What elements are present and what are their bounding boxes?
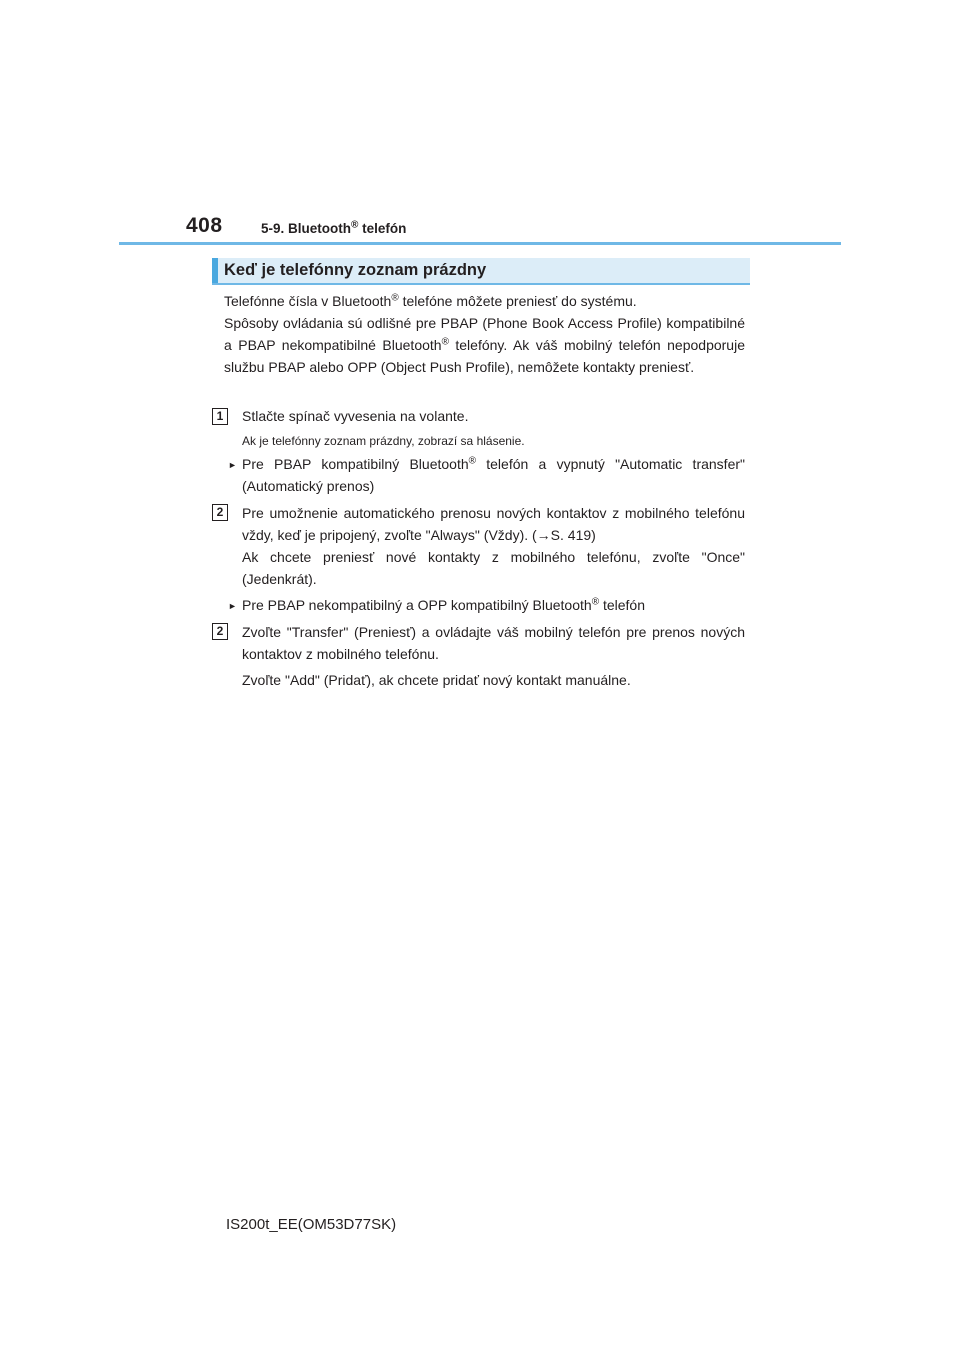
- registered-mark: ®: [351, 219, 359, 231]
- intro-text: [224, 290, 745, 378]
- step-badge-2: 2: [212, 504, 228, 521]
- intro-line-1-a: Telefónne čísla v Bluetooth: [224, 293, 392, 309]
- step-2-text-2: Ak chcete preniesť nové kontakty z mobilného telefónu, zvoľte "Once" (Jedenkrát).: [242, 549, 745, 587]
- section-heading-accent: [212, 258, 218, 283]
- page-number: 408: [186, 214, 223, 237]
- bullet-2-text: [242, 594, 745, 616]
- step-2b-text: [242, 621, 745, 691]
- registered-mark: ®: [391, 292, 399, 304]
- registered-mark: ®: [441, 336, 449, 348]
- intro-paragraph-2: [224, 312, 745, 378]
- bullet-2-text-a: Pre PBAP nekompatibilný a OPP kompatibilný Bluetooth: [242, 597, 592, 613]
- intro-paragraph-2-b: telefóny. Ak váš mobilný telefón nepodporuje službu PBAP alebo OPP (Object Push Profile), nemôžete kontakty preniesť.: [224, 337, 745, 375]
- step-2b-text-1: Zvoľte "Transfer" (Preniesť) a ovládajte váš mobilný telefón pre prenos nových kontaktov z mobilného telefónu.: [242, 624, 745, 662]
- step-2-text-1: Pre umožnenie automatického prenosu nových kontaktov z mobilného telefónu vždy, keď je pripojený, zvoľte "Always" (Vždy). (→S. 419): [242, 505, 745, 543]
- step-badge-2b: 2: [212, 623, 228, 640]
- step-2-text: [242, 502, 745, 590]
- footer-code: IS200t_EE(OM53D77SK): [226, 1216, 397, 1233]
- step-1-text: Stlačte spínač vyvesenia na volante.: [242, 408, 469, 424]
- bullet-1-text-b: telefón a vypnutý "Automatic transfer" (Automatický prenos): [242, 456, 745, 494]
- step-1-note: Ak je telefónny zoznam prázdny, zobrazí sa hlásenie.: [242, 434, 525, 448]
- step-2b-text-2: Zvoľte "Add" (Pridať), ak chcete pridať nový kontakt manuálne.: [242, 672, 631, 688]
- registered-mark: ®: [468, 455, 476, 467]
- section-heading: [212, 258, 750, 285]
- bullet-2-text-b: telefón: [599, 597, 645, 613]
- chapter-title-prefix: 5-9. Bluetooth: [261, 221, 351, 236]
- chapter-title: [261, 221, 406, 236]
- intro-line-1-b: telefóne môžete preniesť do systému.: [398, 293, 637, 309]
- step-badge-1: 1: [212, 408, 228, 425]
- intro-paragraph-2-a: Spôsoby ovládania sú odlišné pre PBAP (Phone Book Access Profile) kompatibilné a PBAP nekompatibilné Bluetooth: [224, 315, 745, 353]
- bullet-1-text: [242, 453, 745, 497]
- header-rule: [119, 242, 841, 245]
- chapter-title-suffix: telefón: [358, 221, 407, 236]
- registered-mark: ®: [591, 596, 600, 608]
- intro-line-1: [224, 290, 745, 312]
- section-heading-title: Keď je telefónny zoznam prázdny: [224, 261, 487, 279]
- bullet-arrow-icon: ►: [228, 460, 237, 470]
- bullet-1-text-a: Pre PBAP kompatibilný Bluetooth: [242, 456, 469, 472]
- bullet-arrow-icon: ►: [228, 601, 237, 611]
